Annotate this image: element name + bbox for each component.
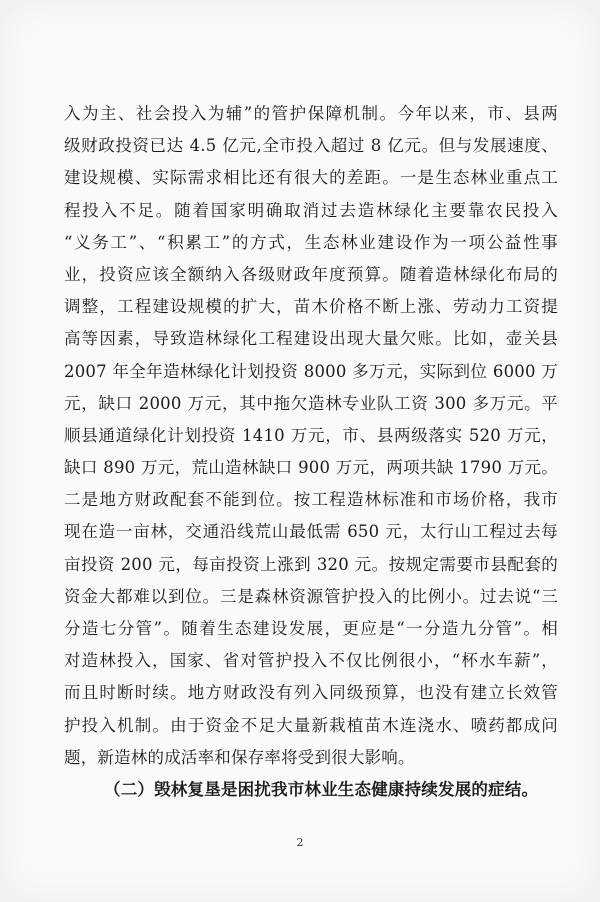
text-line: 调整，工程建设规模的扩大，苗木价格不断上涨、劳动力工资提: [64, 297, 558, 317]
text-line: 2007 年全年造林绿化计划投资 8000 多万元，实际到位 6000 万: [64, 361, 558, 381]
text-line: 题，新造林的成活率和保存率将受到很大影响。: [64, 747, 415, 767]
text-line: 程投入不足。随着国家明确取消过去造林绿化主要靠农民投入: [64, 200, 558, 220]
page-number: 2: [296, 836, 304, 849]
text-line: 元，缺口 2000 万元，其中拖欠造林专业队工资 300 多万元。平: [64, 393, 558, 413]
text-line: 分造七分管”。随着生态建设发展，更应是“一分造九分管”。相: [64, 619, 558, 638]
text-line: 对造林投入，国家、省对管护投入不仅比例很小，“杯水车薪”，: [64, 651, 558, 671]
text-line: 现在造一亩林，交通沿线荒山最低需 650 元，太行山工程过去每: [64, 522, 558, 542]
text-line: 资金大都难以到位。三是森林资源管护投入的比例小。过去说“三: [64, 586, 558, 606]
text-line: 二是地方财政配套不能到位。按工程造林标准和市场价格，我市: [64, 490, 558, 510]
body-text: [64, 98, 558, 806]
text-line: 高等因素，导致造林绿化工程建设出现大量欠账。比如，壶关县: [64, 329, 558, 349]
text-line: 建设规模、实际需求相比还有很大的差距。一是生态林业重点工: [64, 168, 558, 188]
text-line: 级财政投资已达 4.5 亿元,全市投入超过 8 亿元。但与发展速度、: [64, 136, 558, 156]
text-line: 而且时断时续。地方财政没有列入同级预算，也没有建立长效管: [64, 683, 558, 703]
section-heading: （二）毁林复垦是困扰我市林业生态健康持续发展的症结。: [104, 779, 539, 799]
text-line: “义务工”、“积累工”的方式，生态林业建设作为一项公益性事: [64, 232, 558, 252]
text-line: 顺县通道绿化计划投资 1410 万元，市、县两级落实 520 万元，: [64, 425, 558, 445]
text-line: 业，投资应该全额纳入各级财政年度预算。随着造林绿化布局的: [64, 264, 558, 284]
text-line: 亩投资 200 元，每亩投资上涨到 320 元。按规定需要市县配套的: [64, 554, 558, 574]
text-line: 入为主、社会投入为辅”的管护保障机制。今年以来，市、县两: [64, 104, 558, 123]
text-line: 护投入机制。由于资金不足大量新栽植苗木连浇水、喷药都成问: [64, 715, 558, 735]
text-line: 缺口 890 万元，荒山造林缺口 900 万元，两项共缺 1790 万元。: [64, 458, 558, 478]
